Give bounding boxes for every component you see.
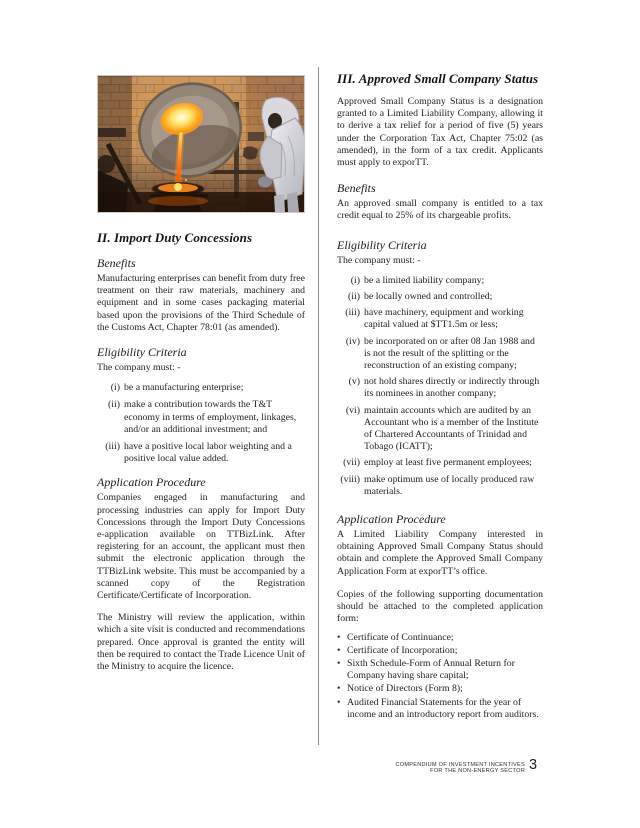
bullet-item	[337, 658, 543, 682]
eligibility-heading: Eligibility Criteria	[97, 345, 187, 360]
list-item-number: (v)	[348, 376, 360, 388]
list-item-number: (iii)	[105, 441, 120, 453]
list-item-number: (ii)	[348, 291, 360, 303]
list-item	[337, 405, 543, 454]
bullet-item-text: Sixth Schedule-Form of Annual Return for Company having share capital;	[347, 657, 515, 682]
list-item	[337, 474, 543, 498]
list-item-text: have machinery, equipment and working capital valued at $TT1.5m or less;	[364, 307, 524, 331]
list-item-text: not hold shares directly or indirectly through its nominees in another company;	[364, 376, 540, 400]
benefits-heading: Benefits	[97, 256, 136, 270]
bullet-item-text: Notice of Directors (Form 8);	[347, 683, 463, 695]
list-item-text: be locally owned and controlled;	[364, 291, 493, 303]
list-item-text: be a manufacturing enterprise;	[124, 382, 244, 394]
list-item	[97, 399, 305, 436]
eligibility-criteria-list	[97, 382, 305, 465]
list-item	[337, 307, 543, 331]
list-item-number: (vi)	[345, 404, 360, 416]
bullet-icon: •	[337, 657, 341, 669]
list-item-text: have a positive local labor weighting and a positive local value added.	[124, 441, 292, 465]
left-column	[97, 75, 305, 673]
list-item-number: (i)	[350, 274, 360, 286]
foundry-photo	[97, 75, 305, 213]
list-item	[337, 457, 543, 469]
right-column	[337, 71, 543, 721]
application-paragraph: Companies engaged in manufacturing and processing industries can apply for Import Duty Concessions through the Import Duty Concessions e-application available on TTBizLink. After registering for an account, the applicant must then submit the electronic application through the TTBizLink website. This must be accompanied by a scanned copy of the Registration Certificate/Certificate of Incorporation.	[97, 492, 305, 602]
list-item	[97, 382, 305, 394]
bullet-icon: •	[337, 644, 341, 656]
supporting-documents-list	[337, 632, 543, 721]
eligibility-intro: The company must: -	[337, 254, 421, 266]
bullet-item-text: Certificate of Continuance;	[347, 631, 454, 643]
eligibility-criteria-list	[337, 275, 543, 498]
list-item	[337, 336, 543, 373]
bullet-icon: •	[337, 696, 341, 708]
bullet-item	[337, 683, 543, 695]
bullet-item-text: Audited Financial Statements for the year of income and an introductory report from auditors.	[347, 696, 539, 720]
list-item-text: be incorporated on or after 08 Jan 1988 and is not the result of the splitting or the reconstruction of an existing company;	[364, 335, 535, 372]
list-item-text: make optimum use of locally produced raw materials.	[364, 473, 535, 497]
bullet-item	[337, 697, 543, 721]
footer	[300, 762, 525, 775]
list-item-number: (iii)	[345, 307, 360, 319]
list-item-number: (vii)	[343, 457, 360, 469]
eligibility-intro: The company must: -	[97, 362, 181, 374]
list-item-text: be a limited liability company;	[364, 274, 485, 286]
column-divider	[318, 67, 319, 745]
list-item-text: maintain accounts which are audited by an Accountant who is a member of the Institute of Chartered Accountants of Trinidad and Tobago (ICATT);	[364, 404, 539, 453]
bullet-item	[337, 632, 543, 644]
section-title-import-duty-concessions: II. Import Duty Concessions	[97, 230, 253, 245]
list-item-number: (ii)	[108, 399, 120, 411]
application-paragraph: The Ministry will review the application, within which a site visit is conducted and recommendations prepared. Once approval is granted the entity will then be required to contact the Trade Licence Unit of the Ministry to acquire the licence.	[97, 612, 305, 673]
benefits-paragraph: An approved small company is entitled to a tax credit equal to 25% of its chargeable profits.	[337, 198, 543, 222]
intro-paragraph: Approved Small Company Status is a designation granted to a Limited Liability Company, allowing it to derive a tax relief for a period of five (5) years under the Corporation Tax Act, Chapter 75:02 (as amended), in the form of a tax credit. Applicants must apply to exporTT.	[337, 96, 543, 169]
list-item-number: (i)	[110, 382, 120, 394]
list-item	[97, 441, 305, 465]
application-paragraph: Copies of the following supporting documentation should be attached to the completed application form:	[337, 588, 543, 625]
section-title-approved-small-company-status: III. Approved Small Company Status	[337, 71, 539, 86]
eligibility-heading: Eligibility Criteria	[337, 237, 427, 252]
application-procedure-heading: Application Procedure	[337, 512, 446, 527]
list-item-text: employ at least five permanent employees;	[364, 457, 532, 469]
benefits-heading: Benefits	[337, 181, 376, 196]
bullet-item-text: Certificate of Incorporation;	[347, 644, 458, 656]
list-item-number: (viii)	[340, 473, 360, 485]
footer-line2: FOR THE NON-ENERGY SECTOR	[430, 768, 525, 775]
list-item-text: make a contribution towards the T&T economy in terms of employment, linkages, and/or an additional investment; and	[124, 399, 297, 435]
footer-line1: COMPENDIUM OF INVESTMENT INCENTIVES	[395, 762, 525, 768]
bullet-icon: •	[337, 683, 341, 695]
bullet-icon: •	[337, 631, 341, 643]
list-item	[337, 291, 543, 303]
list-item	[337, 275, 543, 287]
list-item	[337, 376, 543, 400]
application-procedure-heading: Application Procedure	[97, 475, 206, 490]
page-number: 3	[529, 757, 538, 773]
list-item-number: (iv)	[345, 335, 360, 347]
bullet-item	[337, 645, 543, 657]
benefits-paragraph: Manufacturing enterprises can benefit from duty free treatment on their raw materials, machinery and equipment and in some cases packaging material based upon the provisions of the Third Schedule of the Customs Act, Chapter 78:01 (as amended).	[97, 273, 305, 333]
application-paragraph: A Limited Liability Company interested in obtaining Approved Small Company Status should obtain and complete the Approved Small Company Application Form at exporTT’s office.	[337, 529, 543, 577]
